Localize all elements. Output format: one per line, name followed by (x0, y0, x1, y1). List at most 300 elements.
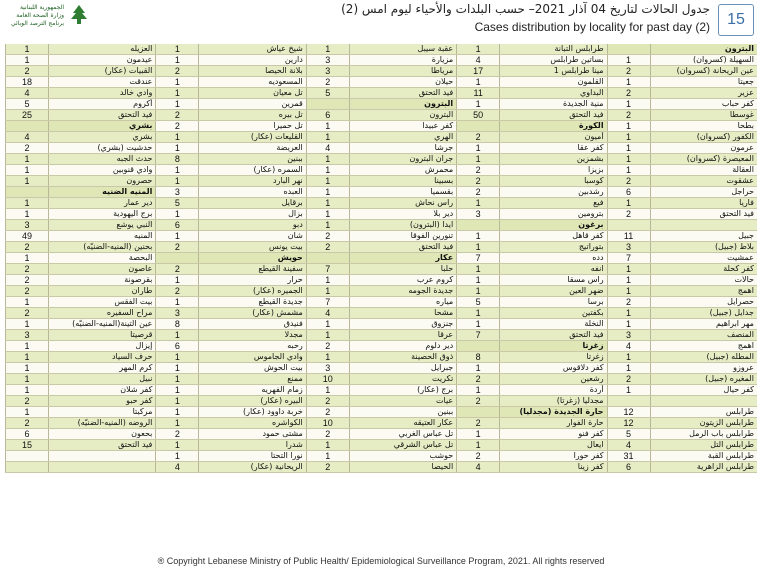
table-row (306, 165, 456, 176)
table-row (607, 462, 757, 473)
locality-name: مجدلا (284, 330, 303, 339)
locality-name: القبيات (عكار) (104, 66, 153, 75)
table-row (5, 440, 155, 451)
case-count: 1 (155, 396, 199, 406)
table-row (456, 132, 606, 143)
table-row (456, 297, 606, 308)
table-row (155, 418, 305, 429)
table-row (456, 77, 606, 88)
table-row (5, 66, 155, 77)
table-row (155, 451, 305, 462)
locality-name: ببنين (287, 154, 303, 163)
locality-name: العبده (283, 187, 303, 196)
district-header-row (306, 99, 456, 110)
locality-name: أميون (584, 132, 604, 141)
locality-name: النبي يوشع (116, 220, 153, 229)
locality-name (651, 220, 757, 230)
table-row (456, 440, 606, 451)
case-count (5, 187, 49, 197)
table-row (456, 187, 606, 198)
table-row (155, 242, 305, 253)
case-count: 2 (306, 341, 350, 351)
table-row (607, 198, 757, 209)
case-count: 1 (155, 176, 199, 186)
locality-name: مياره (435, 297, 454, 306)
table-row (607, 363, 757, 374)
locality-name: تل عباس الغربي (398, 429, 454, 438)
table-row (607, 187, 757, 198)
locality-name: الهري (434, 132, 454, 141)
locality-name: بيت الحوش (264, 363, 303, 372)
locality-name: تل عباس الشرقي (393, 440, 454, 449)
table-row (456, 418, 606, 429)
table-row (456, 374, 606, 385)
table-row (306, 77, 456, 88)
locality-name: برقايل (281, 198, 303, 207)
case-count: 7 (456, 253, 500, 263)
table-row (306, 407, 456, 418)
locality-name: القلمون (577, 77, 604, 86)
locality-name: رحبه (287, 341, 303, 350)
locality-name: وادي خالد (119, 88, 153, 97)
case-count: 1 (456, 440, 500, 450)
locality-name: العقالة (732, 165, 754, 174)
case-count: 1 (5, 297, 49, 307)
table-row (607, 154, 757, 165)
table-row (306, 297, 456, 308)
locality-name: عكار العتيقه (413, 418, 454, 427)
table-row (607, 330, 757, 341)
table-row (306, 154, 456, 165)
locality-name: بترومين (577, 209, 604, 218)
table-row (456, 352, 606, 363)
table-row (607, 319, 757, 330)
case-count: 7 (456, 330, 500, 340)
locality-name: بيت يونس (268, 242, 303, 251)
case-count: 1 (607, 143, 651, 153)
case-count: 3 (5, 330, 49, 340)
case-count: 1 (306, 121, 350, 131)
case-count (456, 407, 500, 417)
locality-name: طرابلس (725, 407, 754, 416)
case-count: 49 (5, 231, 49, 241)
table-row (155, 209, 305, 220)
case-count: 2 (5, 308, 49, 318)
locality-name: دير عمار (123, 198, 153, 207)
page-title-english: Cases distribution by locality for past day (2) (474, 20, 710, 34)
table-row (155, 440, 305, 451)
case-count: 1 (5, 176, 49, 186)
table-row (5, 198, 155, 209)
locality-name: عشقوت (726, 176, 754, 185)
table-row (306, 242, 456, 253)
table-row (5, 220, 155, 231)
locality-name: فيد التحتق (719, 209, 754, 218)
case-count: 1 (5, 154, 49, 164)
locality-name: تكريت (432, 374, 454, 383)
table-row (5, 209, 155, 220)
locality-name: وادي قنوبين (112, 165, 153, 174)
locality-name: مركبتا (132, 407, 153, 416)
locality-name: عيدمون (126, 55, 153, 64)
locality-name: الجميره (عكار) (253, 286, 303, 295)
locality-name: كفر حيال (723, 385, 754, 394)
case-count (607, 44, 651, 54)
locality-name: عاصون (128, 264, 153, 273)
table-row (155, 396, 305, 407)
case-count: 1 (5, 407, 49, 417)
locality-name: برج (عكار) (417, 385, 454, 394)
table-row (155, 143, 305, 154)
case-count: 4 (5, 88, 49, 98)
case-count: 2 (607, 110, 651, 120)
district-header-row (155, 253, 305, 264)
district-header-row (456, 220, 606, 231)
table-row (306, 110, 456, 121)
locality-name: فيد التحتق (118, 440, 153, 449)
table-row (456, 451, 606, 462)
case-count: 2 (456, 451, 500, 461)
table-row (607, 66, 757, 77)
case-count: 1 (306, 330, 350, 340)
case-count (5, 121, 49, 131)
case-count: 1 (155, 330, 199, 340)
case-count: 1 (306, 176, 350, 186)
case-count: 1 (456, 429, 500, 439)
case-count: 1 (456, 319, 500, 329)
table-row (5, 253, 155, 264)
locality-name: حدشيت (بشري) (97, 143, 153, 152)
case-count: 3 (155, 308, 199, 318)
case-count (607, 396, 651, 406)
table-row (456, 66, 606, 77)
case-count: 1 (306, 275, 350, 285)
table-row (155, 44, 305, 55)
case-count: 1 (306, 451, 350, 461)
table-row (607, 77, 757, 88)
locality-name: البترون (429, 110, 454, 119)
logo-line-3: برنامج الترصد الوبائي (10, 20, 64, 27)
locality-name: دارين (284, 55, 303, 64)
table-row (607, 374, 757, 385)
district-header-row (5, 121, 155, 132)
case-count (456, 220, 500, 230)
locality-name: فيع (593, 198, 604, 207)
locality-name: سفينة القيطع (258, 264, 303, 273)
table-row (607, 286, 757, 297)
table-row (306, 264, 456, 275)
table-row (5, 242, 155, 253)
locality-name: برسا (587, 297, 604, 306)
table-row (607, 407, 757, 418)
table-row (155, 176, 305, 187)
locality-name: العزيله (130, 44, 153, 53)
locality-name: ذوق الحصينة (411, 352, 454, 361)
locality-name: جعيتا (737, 77, 754, 86)
case-count: 2 (607, 297, 651, 307)
case-count: 3 (155, 187, 199, 197)
table-row (5, 396, 155, 407)
table-row (155, 55, 305, 66)
locality-name: جبيل (738, 231, 754, 240)
case-count: 1 (607, 77, 651, 87)
locality-name: القليعات (عكار) (250, 132, 303, 141)
table-row (155, 286, 305, 297)
table-row (5, 330, 155, 341)
case-count: 1 (607, 308, 651, 318)
locality-name: حويش (277, 253, 303, 262)
case-count (5, 451, 49, 461)
case-count: 1 (607, 319, 651, 329)
table-row (306, 286, 456, 297)
locality-name: المطله (جبيل) (706, 352, 754, 361)
table-row (607, 429, 757, 440)
case-count: 2 (5, 286, 49, 296)
table-row (306, 209, 456, 220)
locality-name: طرابلس باب الرمل (689, 429, 754, 438)
table-row (5, 352, 155, 363)
locality-name: عين التينة(المنيه-الضنيّه) (72, 319, 153, 328)
table-row (607, 110, 757, 121)
case-count: 1 (607, 99, 651, 109)
table-row (607, 220, 757, 231)
locality-name: عقبة سيبل (417, 44, 454, 53)
locality-name: محمرش (424, 165, 454, 174)
table-row (5, 88, 155, 99)
locality-name: دير بلا (433, 209, 454, 218)
case-count: 1 (306, 286, 350, 296)
locality-name: عزير (738, 88, 754, 97)
case-count: 3 (5, 220, 49, 230)
table-row (607, 451, 757, 462)
table-row (306, 55, 456, 66)
table-row (5, 132, 155, 143)
ministry-logo (6, 2, 92, 30)
locality-name: كفر حورا (573, 451, 604, 460)
case-count (306, 253, 350, 263)
case-count: 4 (5, 132, 49, 142)
locality-name: البحصة (128, 253, 153, 262)
locality-name: عيات (436, 396, 454, 405)
locality-name: بزال (288, 209, 303, 218)
locality-name: كفر شلان (120, 385, 153, 394)
table-row (5, 231, 155, 242)
case-count: 2 (5, 66, 49, 76)
locality-name: عمشيت (727, 253, 754, 262)
case-count: 1 (607, 385, 651, 395)
locality-name: فيد التحتق (418, 242, 454, 251)
table-row (306, 198, 456, 209)
logo-line-2: وزارة الصحة العامة (16, 12, 64, 19)
table-row (5, 341, 155, 352)
table-row (607, 275, 757, 286)
case-count: 1 (607, 121, 651, 131)
locality-name (651, 396, 757, 406)
locality-name: طاران (131, 286, 153, 295)
case-count: 1 (5, 55, 49, 65)
locality-name: المغيره (جبيل) (705, 374, 754, 383)
copyright-footer: ® Copyright Lebanese Ministry of Public Health/ Epidemiological Surveillance Program, 2021. All rights reserved (157, 556, 605, 566)
case-count: 2 (5, 396, 49, 406)
case-count: 2 (155, 242, 199, 252)
case-count (155, 253, 199, 263)
case-count: 2 (155, 110, 199, 120)
case-count: 2 (155, 66, 199, 76)
case-count: 4 (155, 462, 199, 472)
case-count: 3 (306, 363, 350, 373)
table-block (306, 44, 456, 546)
case-count: 11 (607, 231, 651, 241)
locality-name: راس نحاش (415, 198, 454, 207)
table-row (456, 44, 606, 55)
locality-name: راس مسقا (567, 275, 604, 284)
table-row (155, 462, 305, 473)
table-row (155, 319, 305, 330)
table-row (5, 44, 155, 55)
locality-name: الكورة (578, 121, 604, 130)
district-header-row (306, 253, 456, 264)
case-count: 8 (155, 319, 199, 329)
locality-name: جديدة القيطع (258, 297, 303, 306)
table-row (456, 275, 606, 286)
table-row (5, 99, 155, 110)
table-row (155, 407, 305, 418)
case-count: 1 (155, 440, 199, 450)
locality-name: فيد التحتق (118, 110, 153, 119)
case-count: 1 (607, 132, 651, 142)
locality-name: بقرصونة (124, 275, 153, 284)
locality-name: اهمج (737, 286, 754, 295)
table-row (607, 341, 757, 352)
table-row (306, 275, 456, 286)
table-row (456, 165, 606, 176)
locality-name: عكار (435, 253, 454, 262)
case-count: 2 (306, 77, 350, 87)
case-count: 5 (456, 297, 500, 307)
case-count: 2 (607, 209, 651, 219)
table-row (155, 110, 305, 121)
case-count: 2 (456, 165, 500, 175)
locality-name: تل حميرا (273, 121, 303, 130)
table-row (306, 231, 456, 242)
case-count: 5 (5, 99, 49, 109)
case-count (5, 462, 49, 472)
table-row (5, 165, 155, 176)
locality-name: غوسطا (729, 110, 754, 119)
locality-name: الكواشره (272, 418, 303, 427)
table-row (5, 374, 155, 385)
locality-name: طرابلس التل (710, 440, 754, 449)
locality-name: حصرون (126, 176, 153, 185)
locality-name: دبو (292, 220, 303, 229)
case-count: 1 (155, 209, 199, 219)
locality-name: حصرايل (727, 297, 754, 306)
locality-name: زمام الفهريه (261, 385, 303, 394)
case-count: 2 (155, 121, 199, 131)
case-count: 1 (155, 77, 199, 87)
case-count: 3 (306, 66, 350, 76)
case-count: 1 (456, 363, 500, 373)
case-count: 1 (5, 165, 49, 175)
table-row (607, 396, 757, 407)
case-count: 1 (155, 132, 199, 142)
locality-name: بشمزين (576, 154, 604, 163)
table-row (155, 352, 305, 363)
table-row (155, 121, 305, 132)
table-row (607, 209, 757, 220)
case-count: 50 (456, 110, 500, 120)
locality-name: مشحا (434, 308, 454, 317)
case-count: 2 (607, 88, 651, 98)
case-count: 1 (5, 209, 49, 219)
case-count (306, 99, 350, 109)
locality-name: قمرين (281, 99, 303, 108)
table-block (607, 44, 757, 546)
case-count: 10 (306, 418, 350, 428)
page-number: 15 (718, 4, 754, 36)
case-count: 2 (5, 418, 49, 428)
locality-name: رشدبين (578, 187, 604, 196)
locality-name: بتوراتيج (578, 242, 604, 251)
table-row (607, 418, 757, 429)
locality-name: حدث الجبه (116, 154, 153, 163)
table-row (456, 264, 606, 275)
case-count: 2 (5, 143, 49, 153)
case-count: 7 (306, 264, 350, 274)
case-count: 25 (5, 110, 49, 120)
locality-name: حالات (734, 275, 754, 284)
locality-name: رشعين (580, 374, 604, 383)
table-row (306, 374, 456, 385)
table-row (5, 110, 155, 121)
case-count: 3 (607, 330, 651, 340)
locality-name: كفر عقا (577, 143, 604, 152)
case-count: 1 (5, 363, 49, 373)
table-row (155, 220, 305, 231)
locality-name: كفر قاهل (572, 231, 604, 240)
locality-name: كفر دلاقوس (562, 363, 604, 372)
case-count: 2 (5, 264, 49, 274)
table-row (155, 264, 305, 275)
case-count: 1 (456, 286, 500, 296)
locality-name: مشتى حمود (262, 429, 303, 438)
table-row (5, 55, 155, 66)
locality-name: كفر عبيدا (422, 121, 454, 130)
case-count: 1 (456, 77, 500, 87)
case-count: 1 (155, 385, 199, 395)
locality-name: المعيصرة (كسروان) (686, 154, 754, 163)
case-count: 4 (607, 440, 651, 450)
locality-name: عرقا (437, 330, 454, 339)
locality-name: المسعوديه (268, 77, 303, 86)
locality-name: مرياطا (431, 66, 454, 75)
case-count: 1 (155, 275, 199, 285)
locality-name: ممنع (287, 374, 303, 383)
case-count: 1 (155, 297, 199, 307)
table-row (155, 165, 305, 176)
locality-name: بطحا (737, 121, 754, 130)
case-count: 4 (456, 462, 500, 472)
locality-name: الريحانية (عكار) (250, 462, 303, 471)
case-count: 1 (456, 44, 500, 54)
table-row (456, 242, 606, 253)
locality-name: تنورين الفوقا (410, 231, 454, 240)
locality-name: أكروم (133, 99, 153, 108)
locality-name: مراح السفيره (106, 308, 153, 317)
table-row (456, 55, 606, 66)
locality-name: طرابلس التبانة (554, 44, 604, 53)
locality-name: مشمش (عكار) (252, 308, 303, 317)
